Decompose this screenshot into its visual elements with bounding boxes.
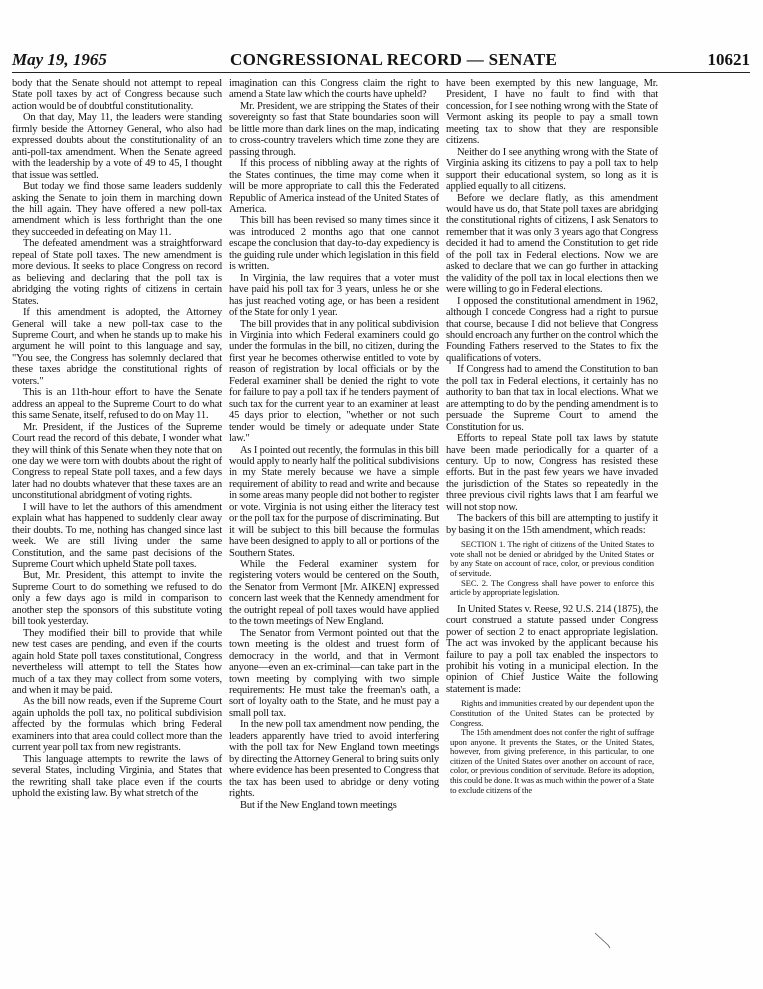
text-column-2: [229, 78, 439, 811]
quoted-text: The 15th amendment does not confer the right of suffrage upon anyone. It prevents the States, or the United States, however, from giving preference, in this particular, to one citizen of the United States over another on account of race, color, or previous condition of servitude. Before its adoption, this could be done. It was as much within the power of a State to exclude citizens of the: [450, 727, 654, 795]
paragraph: The defeated amendment was a straightforward repeal of State poll taxes. The new amendment is more devious. It seeks to place Congress on record as believing and declaring that the poll tax is abridging the voting rights of citizens in certain States.: [12, 238, 222, 307]
paragraph: This bill has been revised so many times since it was introduced 2 months ago that one cannot escape the conclusion that day-to-day expediency is the guiding rule under which legislation in this field is written.: [229, 215, 439, 273]
paragraph: body that the Senate should not attempt to repeal State poll taxes by act of Congress because such action would be of doubtful constitutionality.: [12, 78, 222, 112]
text-column-1: [12, 78, 222, 800]
paragraph: The Senator from Vermont pointed out that the town meeting is the oldest and truest form of democracy in the world, and that in Vermont anyone—even an ex-criminal—can take part in the town meeting by complying with two simple requirements: He must take the freeman's oath, a sort of loyalty oath to the State, and he must pay a small poll tax.: [229, 627, 439, 719]
stray-pen-mark: [594, 932, 612, 950]
header-date: May 19, 1965: [12, 50, 107, 69]
paragraph: In Virginia, the law requires that a voter must have paid his poll tax for 3 years, unless he or she has just reached voting age, or has been a resident of the State for only 1 year.: [229, 272, 439, 319]
paragraph: Neither do I see anything wrong with the State of Virginia asking its citizens to pay a poll tax to help support their educational system, so long as it is applied equally to all citizens.: [446, 146, 658, 193]
paragraph: In the new poll tax amendment now pending, the leaders apparently have tried to avoid interfering with the poll tax for New England town meetings by directing the Attorney General to bring suits only where evidence has been presented to Congress that the tax has been used to abridge or deny voting rights.: [229, 719, 439, 800]
paragraph: If this process of nibbling away at the rights of the States continues, the time may come when it will be more appropriate to call this the Federated Republic of America instead of the United States of America.: [229, 158, 439, 215]
paragraph: I will have to let the authors of this amendment explain what has happened to suddenly clear away their doubts. To me, nothing has changed since last week. We are still living under the same Constitution, and the same past decisions of the Supreme Court which upheld State poll taxes.: [12, 501, 222, 571]
paragraph: The bill provides that in any political subdivision in Virginia into which Federal examiners could go under the formulas in the bill, no citizen, during the first year he becomes otherwise entitled to vote by reason of registration by local officials or by the Federal examiner shall be denied the right to vote for failure to pay a poll tax if he tenders payment of such tax for the current year to an examiner at least 45 days prior to election, "whether or not such tender would be timely or adequate under State law.": [229, 318, 439, 445]
paragraph: If this amendment is adopted, the Attorney General will take a new poll-tax case to the Supreme Court, and when he stands up to make his argument he will point to this language and say, "You see, the Congress has solemnly declared that these taxes abridge the constitutional rights of voters.": [12, 307, 222, 387]
text-column-3: [446, 78, 658, 795]
paragraph: imagination can this Congress claim the right to amend a State law which the courts have upheld?: [229, 78, 439, 101]
paragraph: This is an 11th-hour effort to have the Senate address an appeal to the Supreme Court to do what this same Senate, itself, refused to do on May 11.: [12, 387, 222, 422]
paragraph: But, Mr. President, this attempt to invite the Supreme Court to do something we refused to do only a few days ago is mild in comparison to another step the sponsors of this substitute voting bill took yesterday.: [12, 570, 222, 628]
paragraph: The backers of this bill are attempting to justify it by basing it on the 15th amendment, which reads:: [446, 513, 658, 536]
paragraph: But today we find those same leaders suddenly asking the Senate to join them in marching down the hill again. They have offered a new poll-tax amendment which is less forthright than the one they succeeded in defeating on May 11.: [12, 181, 222, 238]
paragraph: They modified their bill to provide that while new test cases are pending, and even if the courts again hold State poll taxes constitutional, Congress nevertheless will attempt to tell the States how much of a tax they may collect from some voters, and when it may be paid.: [12, 627, 222, 697]
paragraph: Before we declare flatly, as this amendment would have us do, that State poll taxes are abridging the constitutional rights of citizens, I ask Senators to remember that it was only 3 years ago that Congress decided it had to amend the Constitution to get ride of the poll tax in Federal elections. Now we are asked to declare that we can go further in attacking the validity of the poll tax in local elections then we were willing to go in Federal elections.: [446, 192, 658, 296]
paragraph: Efforts to repeal State poll tax laws by statute have been made periodically for a quarter of a century. Up to now, Congress has resisted these efforts. But in the past few years we have invaded the jurisdiction of the States so repeatedly in the three previous civil rights laws that I am fearful we will not stop now.: [446, 433, 658, 513]
paragraph: In United States v. Reese, 92 U.S. 214 (1875), the court construed a statute passed under Congress power of section 2 to enact appropriate legislation. The act was invoked by the applicant because his failure to pay a poll tax enabled the inspectors to prohibit his voting in a municipal election. In the opinion of Chief Justice Waite the following statement is made:: [446, 603, 658, 695]
quoted-text: Rights and immunities created by our dependent upon the Constitution of the United States can be protected by Congress.: [450, 698, 654, 728]
paragraph: This language attempts to rewrite the laws of several States, including Virginia, and States that the rewriting shall take place even if the courts uphold the existing law. By what stretch of the: [12, 753, 222, 800]
paragraph: I opposed the constitutional amendment in 1962, although I concede Congress had a right to pursue that course, because I did not believe that Congress should encroach any further on the control which the Founding Fathers reserved to the States to fix the qualifications of voters.: [446, 295, 658, 364]
quoted-text: SECTION 1. The right of citizens of the United States to vote shall not be denied or abridged by the United States or by any State on account of race, color, or previous condition of servitude.: [450, 539, 654, 578]
paragraph: Mr. President, if the Justices of the Supreme Court read the record of this debate, I wonder what they will think of this Senate when they note that on one day we were torn with doubts about the right of Congress to repeal State poll taxes, and a few days later had no doubts whatever that these taxes are an unconstitutional abridgment of voting rights.: [12, 421, 222, 502]
paragraph: As I pointed out recently, the formulas in this bill would apply to nearly half the political subdivisions in my State merely because we have a simple requirement of ability to read and write and because in some areas many people did not bother to register or vote. Virginia is not using either the literacy test or the poll tax for the purpose of discriminating. But it will be subject to this bill because the formulas have been designed to apply to all or portions of the Southern States.: [229, 444, 439, 559]
paragraph: Mr. President, we are stripping the States of their sovereignty so fast that State boundaries soon will be little more than dark lines on the map, indicating to cross-country travelers which time zone they are passing through.: [229, 100, 439, 158]
paragraph: As the bill now reads, even if the Supreme Court again upholds the poll tax, no political subdivision affected by the formulas which bring Federal examiners into that area could collect more than the current year poll tax from new registrants.: [12, 696, 222, 754]
paragraph: While the Federal examiner system for registering voters would be centered on the South, the Senator from Vermont [Mr. AIKEN] expressed concern last week that the Kennedy amendment for the outright repeal of poll taxes would have applied to the town meetings of New England.: [229, 559, 439, 628]
quoted-text: SEC. 2. The Congress shall have power to enforce this article by appropriate legislation.: [450, 577, 654, 598]
paragraph: On that day, May 11, the leaders were standing firmly beside the Attorney General, who also had expressed doubts about the constitutionality of an anti-poll-tax amendment. When the Senate agreed with the leadership by a vote of 49 to 45, I thought that issue was settled.: [12, 112, 222, 181]
paragraph: have been exempted by this new language, Mr. President, I have no fault to find with that concession, for I see nothing wrong with the State of Vermont asking its people to pay a small town meeting tax to show that they are responsible citizens.: [446, 78, 658, 147]
header-page-number: 10621: [707, 50, 750, 69]
paragraph: If Congress had to amend the Constitution to ban the poll tax in Federal elections, it certainly has no authority to ban that tax in local elections. What we are attempting to do by the pending amendment is to persuade the Supreme Court to amend the Constitution for us.: [446, 364, 658, 433]
page-header: [12, 50, 750, 73]
header-title: CONGRESSIONAL RECORD — SENATE: [230, 50, 558, 69]
paragraph: But if the New England town meetings: [240, 799, 397, 811]
